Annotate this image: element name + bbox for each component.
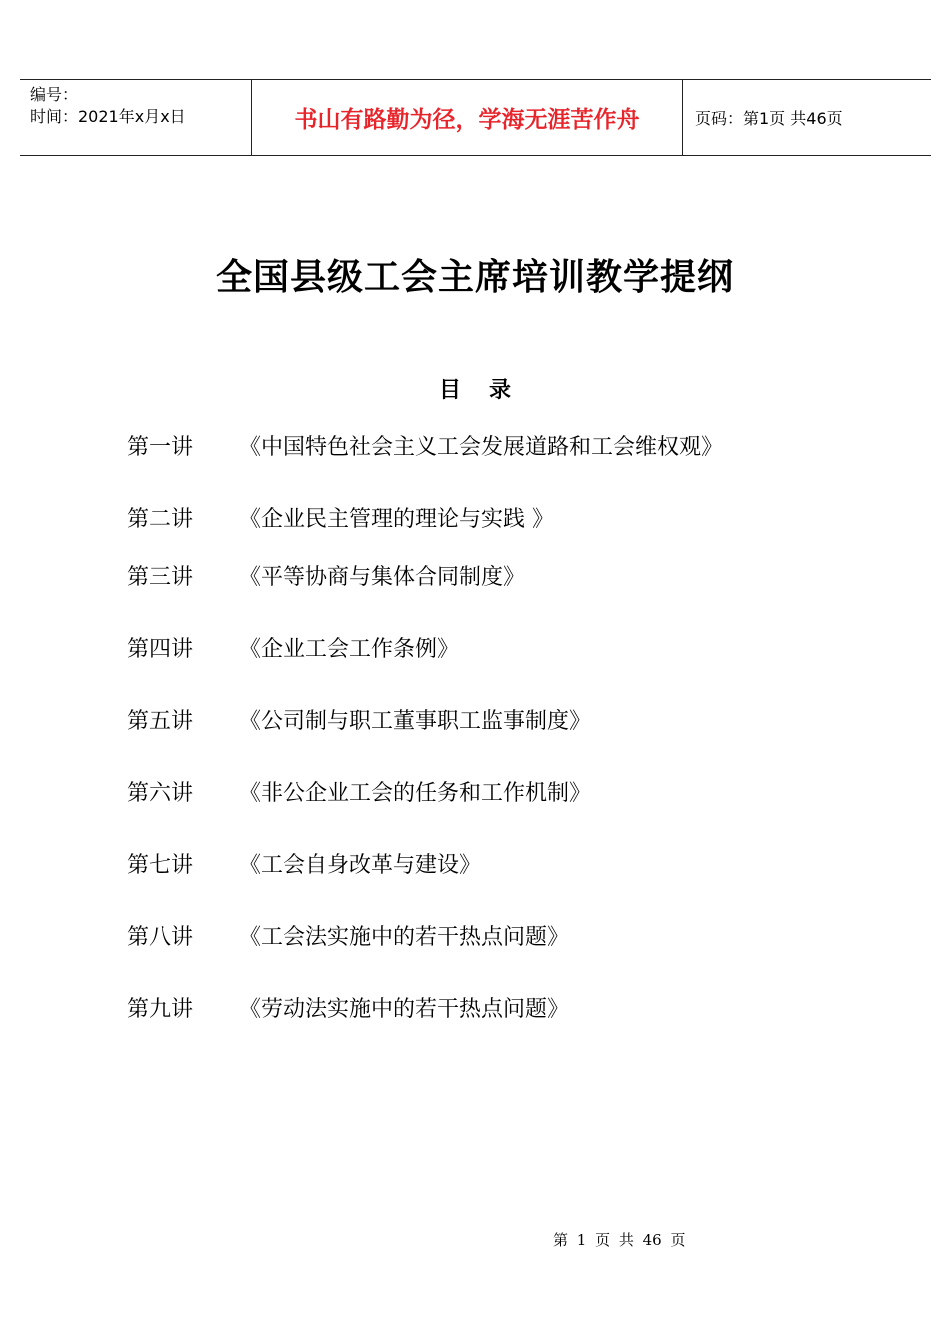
toc-item xyxy=(127,850,481,882)
document-header xyxy=(20,79,931,156)
toc-item-text: 《非公企业工会的任务和工作机制》 xyxy=(239,781,592,806)
toc-item-label: 第四讲 xyxy=(127,637,194,662)
toc-item-text: 《中国特色社会主义工会发展道路和工会维权观》 xyxy=(239,435,724,460)
toc-item xyxy=(127,922,569,954)
toc-item-text: 《企业工会工作条例》 xyxy=(239,637,460,662)
footer-page-number: 第 1 页 共 46 页 xyxy=(553,1231,686,1249)
toc-item xyxy=(127,706,591,738)
header-page-info: 页码：第1页 共46页 xyxy=(695,109,843,128)
header-motto: 书山有路勤为径，学海无涯苦作舟 xyxy=(294,106,640,133)
toc-item xyxy=(127,994,569,1026)
toc-item-text: 《工会法实施中的若干热点问题》 xyxy=(239,925,570,950)
toc-item-label: 第一讲 xyxy=(127,435,194,460)
toc-item xyxy=(127,778,591,810)
toc-item-text: 《公司制与职工董事职工监事制度》 xyxy=(239,709,592,734)
header-motto-cell xyxy=(252,80,683,155)
toc-item xyxy=(127,432,723,464)
toc-heading: 目录 xyxy=(438,378,539,403)
page-title: 全国县级工会主席培训教学提纲 xyxy=(215,257,734,298)
document-date-label: 时间：2021年x月x日 xyxy=(30,107,186,126)
toc-item-label: 第三讲 xyxy=(127,565,194,590)
toc-item-label: 第六讲 xyxy=(127,781,194,806)
toc-item xyxy=(127,634,459,666)
toc-item xyxy=(127,504,554,536)
toc-item-text: 《劳动法实施中的若干热点问题》 xyxy=(239,997,570,1022)
toc-item-text: 《工会自身改革与建设》 xyxy=(239,853,482,878)
document-number-label: 编号： xyxy=(30,85,79,104)
toc-item-label: 第二讲 xyxy=(127,507,194,532)
toc-item-label: 第五讲 xyxy=(127,709,194,734)
toc-item-label: 第八讲 xyxy=(127,925,194,950)
toc-item-text: 《企业民主管理的理论与实践 》 xyxy=(239,507,554,532)
toc-item-label: 第七讲 xyxy=(127,853,194,878)
header-page-cell xyxy=(683,80,931,155)
toc-item xyxy=(127,562,525,594)
toc-item-label: 第九讲 xyxy=(127,997,194,1022)
header-meta-cell xyxy=(20,80,252,155)
toc-item-text: 《平等协商与集体合同制度》 xyxy=(239,565,526,590)
